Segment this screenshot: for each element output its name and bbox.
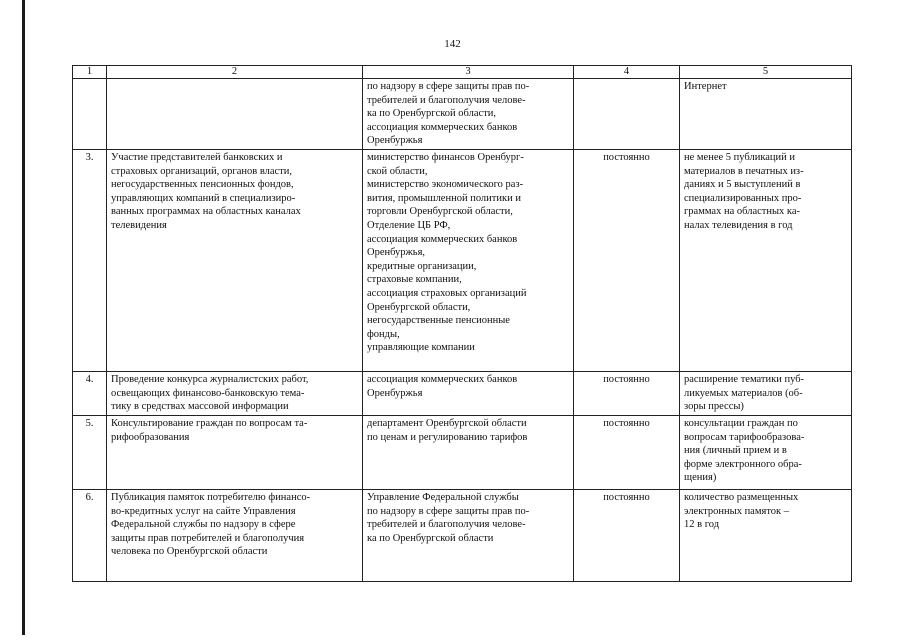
row-number: 5. xyxy=(73,415,107,489)
executors-cell: по надзору в сфере защиты прав по- требителей и благополучия челове- ка по Оренбургской области, ассоциация коммерческих банков Оренбуржья xyxy=(363,79,574,150)
indicator-cell: расширение тематики пуб- ликуемых материалов (об- зоры прессы) xyxy=(680,371,852,415)
row-number xyxy=(73,79,107,150)
table-row xyxy=(73,489,852,581)
header-cell-num: 1 xyxy=(73,66,107,79)
indicator-cell: Интернет xyxy=(680,79,852,150)
header-cell-indicator: 5 xyxy=(680,66,852,79)
executors-cell: ассоциация коммерческих банков Оренбуржья xyxy=(363,371,574,415)
table-row xyxy=(73,79,852,150)
header-cell-executors: 3 xyxy=(363,66,574,79)
term-cell: постоянно xyxy=(574,489,680,581)
measure-cell: Консультирование граждан по вопросам та- рифообразования xyxy=(107,415,363,489)
table-row xyxy=(73,415,852,489)
executors-cell: министерство финансов Оренбург- ской области, министерство экономического раз- вития, промышленной политики и торговли Оренбургской области, Отделение ЦБ РФ, ассоциация коммерческих банков Оренбуржья, кредитные организации, страховые компании, ассоциация страховых организаций Оренбургской области, негосударственные пенсионные фонды, управляющие компании xyxy=(363,149,574,371)
term-cell: постоянно xyxy=(574,415,680,489)
indicator-cell: не менее 5 публикаций и материалов в печатных из- даниях и 5 выступлений в специализированных про- граммах на областных ка- налах телевидения в год xyxy=(680,149,852,371)
measure-cell xyxy=(107,79,363,150)
row-number: 4. xyxy=(73,371,107,415)
indicator-cell: консультации граждан по вопросам тарифообразова- ния (личный прием и в форме электронного обра- щения) xyxy=(680,415,852,489)
header-row xyxy=(73,66,852,79)
term-cell: постоянно xyxy=(574,371,680,415)
header-cell-term: 4 xyxy=(574,66,680,79)
indicator-cell: количество размещенных электронных памяток – 12 в год xyxy=(680,489,852,581)
term-cell xyxy=(574,79,680,150)
plan-table xyxy=(72,65,852,582)
row-number: 6. xyxy=(73,489,107,581)
page-number: 142 xyxy=(444,38,461,50)
row-number: 3. xyxy=(73,149,107,371)
measure-cell: Проведение конкурса журналистских работ, освещающих финансово-банковскую тема- тику в средствах массовой информации xyxy=(107,371,363,415)
executors-cell: департамент Оренбургской области по ценам и регулированию тарифов xyxy=(363,415,574,489)
scan-edge-line xyxy=(22,0,25,635)
header-cell-measure: 2 xyxy=(107,66,363,79)
term-cell: постоянно xyxy=(574,149,680,371)
table-row xyxy=(73,371,852,415)
executors-cell: Управление Федеральной службы по надзору в сфере защиты прав по- требителей и благополучия челове- ка по Оренбургской области xyxy=(363,489,574,581)
measure-cell: Участие представителей банковских и страховых организаций, органов власти, негосударственных пенсионных фондов, управляющих компаний в специализиро- ванных программах на областных каналах телевидения xyxy=(107,149,363,371)
measure-cell: Публикация памяток потребителю финансо- во-кредитных услуг на сайте Управления Федеральной службы по надзору в сфере защиты прав потребителей и благополучия человека по Оренбургской области xyxy=(107,489,363,581)
table-row xyxy=(73,149,852,371)
